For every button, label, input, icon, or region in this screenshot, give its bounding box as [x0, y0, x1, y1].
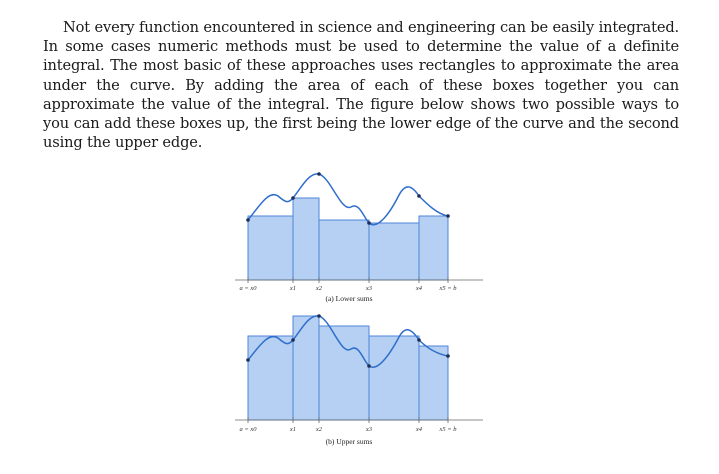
lower-label-x0: a = x0 [239, 285, 257, 292]
upper-point-2 [317, 314, 321, 318]
lower-label-x2: x2 [315, 285, 323, 292]
lower-sums-panel [235, 172, 483, 303]
upper-label-x0: a = x0 [239, 426, 257, 433]
riemann-sums-figure [225, 160, 495, 456]
upper-point-4 [417, 338, 421, 342]
lower-label-x5: x5 = b [439, 285, 457, 292]
lower-sums-caption: (a) Lower sums [325, 294, 373, 303]
lower-point-0 [246, 218, 250, 222]
upper-point-5 [446, 354, 450, 358]
lower-point-1 [291, 196, 295, 200]
upper-label-x1: x1 [289, 426, 297, 433]
upper-box-5 [419, 346, 448, 420]
lower-point-4 [417, 194, 421, 198]
lower-box-3 [319, 220, 369, 280]
lower-box-1 [248, 216, 293, 280]
upper-label-x5: x5 = b [439, 426, 457, 433]
upper-label-x4: x4 [415, 426, 423, 433]
upper-box-1 [248, 336, 293, 420]
upper-label-x2: x2 [315, 426, 323, 433]
upper-point-0 [246, 358, 250, 362]
lower-box-2 [293, 198, 319, 280]
upper-label-x3: x3 [365, 426, 373, 433]
lower-point-2 [317, 172, 321, 176]
upper-point-3 [367, 364, 371, 368]
lower-label-x1: x1 [289, 285, 297, 292]
lower-box-4 [369, 223, 419, 280]
lower-label-x3: x3 [365, 285, 373, 292]
intro-paragraph: Not every function encountered in science and engineering can be easily integrated. In some cases numeric methods must be used to determine the value of a definite integral. The most basic of these approaches uses rectangles to approximate the area under the curve. By adding the area of each of these boxes together you can approximate the value of the integral. The figure below shows two possible ways to you can add these boxes up, the first being the lower edge of the curve and the second using the upper edge. [43, 19, 679, 152]
upper-box-2 [293, 316, 319, 420]
lower-point-5 [446, 214, 450, 218]
upper-box-3 [319, 326, 369, 420]
upper-box-4 [369, 336, 419, 420]
lower-box-5 [419, 216, 448, 280]
upper-sums-panel [235, 314, 483, 446]
lower-point-3 [367, 221, 371, 225]
upper-sums-caption: (b) Upper sums [325, 437, 373, 446]
upper-point-1 [291, 338, 295, 342]
lower-label-x4: x4 [415, 285, 423, 292]
